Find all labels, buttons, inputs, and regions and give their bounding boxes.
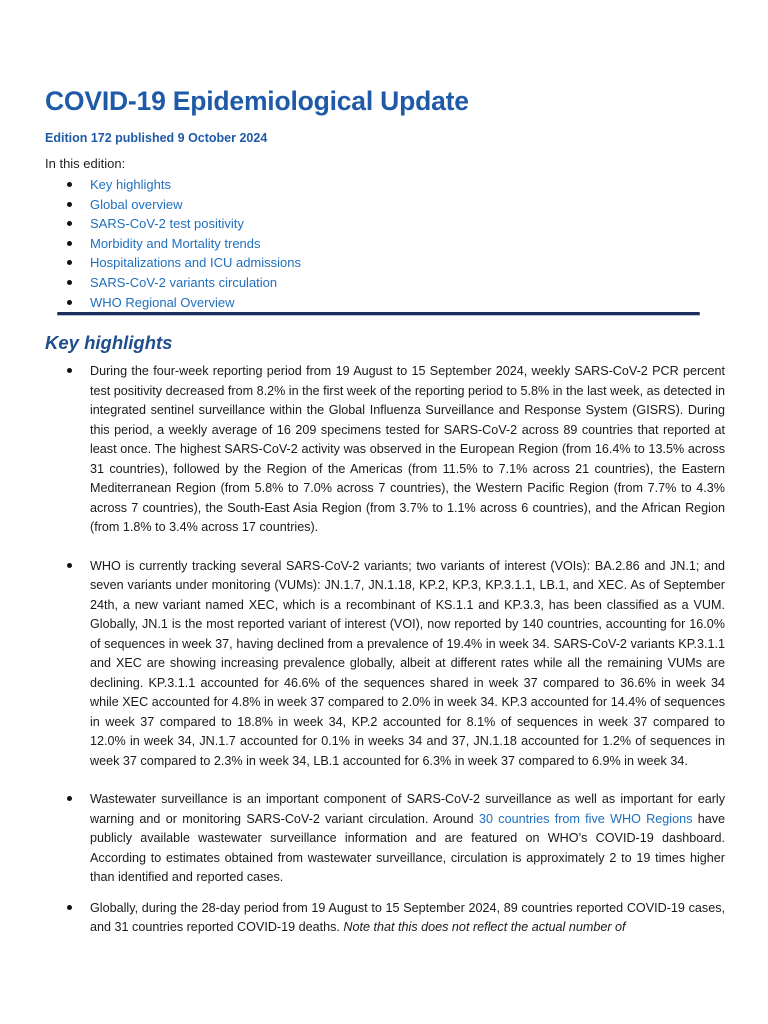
highlight-global-cases (90, 899, 725, 938)
toc-link-global-overview[interactable]: Global overview (90, 196, 183, 212)
key-highlights-heading: Key highlights (45, 332, 173, 353)
table-of-contents (45, 175, 301, 312)
toc-link-regional-overview[interactable]: WHO Regional Overview (90, 294, 235, 310)
list-item (45, 362, 725, 538)
toc-link-test-positivity[interactable]: SARS-CoV-2 test positivity (90, 216, 244, 232)
highlight-wastewater (90, 790, 725, 888)
list-item (45, 557, 725, 772)
toc-item (45, 195, 301, 215)
toc-item (45, 253, 301, 273)
list-item (45, 790, 725, 888)
wastewater-text-end: have publicly available wastewater surveillance information and are featured on WHO’s COVID-19 dashboard. According to estimates obtained from wastewater surveillance, circulation is approximately 2 to 19 times higher than identified and reported cases. (90, 811, 726, 884)
highlight-test-positivity: During the four-week reporting period from 19 August to 15 September 2024, weekly SARS-CoV-2 PCR percent test positivity decreased from 8.2% in the first week of the reporting period to 5.8% in the last week, as detected in integrated sentinel surveillance within the Global Influenza Surveillance and Response System (GISRS). During this period, a weekly average of 16 209 specimens tested for SARS-CoV-2 across 89 countries that reported at least once. The highest SARS-CoV-2 activity was observed in the European Region (from 16.4% to 13.5% across 31 countries), followed by the Region of the Americas (from 11.5% to 7.1% across 21 countries), the Eastern Mediterranean Region (from 5.8% to 7.0% across 7 countries), the Western Pacific Region (from 7.7% to 4.3% across 7 countries), the South-East Asia Region (from 3.7% to 1.1% across 6 countries), and the African Region (from 1.8% to 3.4% across 17 countries). (90, 364, 725, 534)
edition-subtitle: Edition 172 published 9 October 2024 (45, 131, 268, 145)
wastewater-countries-link[interactable]: 30 countries from five WHO Regions (478, 811, 693, 826)
toc-item (45, 293, 301, 313)
toc-item (45, 273, 301, 293)
page-title: COVID-19 Epidemiological Update (45, 86, 469, 116)
global-cases-text: Globally, during the 28-day period from 19 August to 15 September 2024, 89 countries reported COVID-19 cases, and 31 countries reported COVID-19 deaths. (90, 900, 725, 934)
global-cases-note: Note that this does not reflect the actual number of (343, 920, 626, 934)
key-highlights-list (45, 362, 725, 938)
highlight-variants: WHO is currently tracking several SARS-CoV-2 variants; two variants of interest (VOIs): BA.2.86 and JN.1; and seven variants under monitoring (VUMs): JN.1.7, JN.1.18, KP.2, KP.3, KP.3.1.1, LB.1, and XEC. As of September 24th, a new variant named XEC, which is a recombinant of KS.1.1 and KP.3.3, has been classified as a VUM. Globally, JN.1 is the most reported variant of interest (VOI), now reported by 140 countries, accounting for 16.0% of sequences in week 37, having declined from a prevalence of 19.4% in week 34. SARS-CoV-2 variants KP.3.1.1 and XEC are showing increasing prevalence globally, albeit at different rates while all the remaining VUMs are declining. KP.3.1.1 accounted for 46.6% of the sequences shared in week 37 compared to 36.6% in week 34 while XEC accounted for 4.8% in week 37 compared to 2.0% in week 34. KP.3 accounted for 14.4% of sequences in week 37 compared to 18.8% in week 34, KP.2 accounted for 8.1% of sequences in week 37 compared to 12.0% in week 34, JN.1.7 accounted for 0.1% in weeks 34 and 37, JN.1.18 accounted for 1.2% of sequences in week 37 compared to 2.3% in week 34, LB.1 accounted for 6.3% in week 37 compared to 6.9% in week 34. (90, 558, 725, 768)
toc-link-morbidity-mortality[interactable]: Morbidity and Mortality trends (90, 235, 261, 251)
toc-item (45, 214, 301, 234)
toc-link-hospitalizations[interactable]: Hospitalizations and ICU admissions (90, 255, 301, 271)
list-item (45, 899, 725, 938)
toc-link-key-highlights[interactable]: Key highlights (90, 177, 171, 192)
toc-intro: In this edition: (45, 156, 126, 171)
wastewater-text-start: Wastewater surveillance is an important component of SARS-CoV-2 surveillance as well as important for early warning and or monitoring SARS-CoV-2 variant circulation. Around (90, 792, 725, 826)
toc-link-variants[interactable]: SARS-CoV-2 variants circulation (90, 274, 278, 290)
section-divider (57, 312, 700, 315)
toc-item (45, 175, 301, 195)
toc-item (45, 234, 301, 254)
